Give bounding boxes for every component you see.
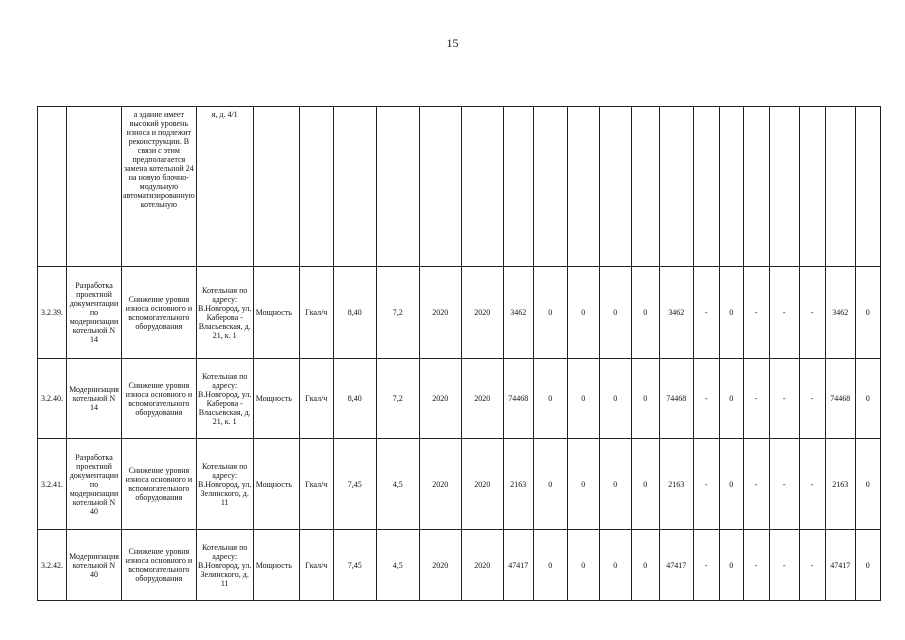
- start-year-cell: 2020: [419, 267, 461, 359]
- cost-col-1-cell: 0: [533, 359, 567, 439]
- indicator-cell: [253, 107, 299, 267]
- cost-col-11-cell: 74468: [825, 359, 855, 439]
- value-after-cell: 7,2: [376, 359, 419, 439]
- cost-col-10-cell: -: [799, 359, 825, 439]
- start-year-cell: [419, 107, 461, 267]
- cost-col-5-cell: 47417: [659, 530, 693, 601]
- table-row-continuation: [38, 107, 881, 267]
- cost-col-10-cell: -: [799, 439, 825, 530]
- cost-col-6-cell: [693, 107, 719, 267]
- project-name-cell: Разработка проектной документации по модернизации котельной N 40: [67, 439, 122, 530]
- cost-col-5-cell: 74468: [659, 359, 693, 439]
- cost-col-1-cell: [533, 107, 567, 267]
- cost-col-5-cell: 2163: [659, 439, 693, 530]
- cost-col-9-cell: -: [769, 439, 799, 530]
- indicator-cell: Мощность: [253, 267, 299, 359]
- cost-col-2-cell: 0: [567, 267, 599, 359]
- start-year-cell: 2020: [419, 359, 461, 439]
- cost-col-11-cell: [825, 107, 855, 267]
- cost-col-12-cell: 0: [855, 439, 880, 530]
- cost-col-7-cell: 0: [719, 267, 743, 359]
- start-year-cell: 2020: [419, 439, 461, 530]
- cost-col-12-cell: 0: [855, 530, 880, 601]
- cost-col-2-cell: [567, 107, 599, 267]
- project-goal-cell: Снижение уровня износа основного и вспомогательного оборудования: [122, 439, 197, 530]
- project-name-cell: Разработка проектной документации по модернизации котельной N 14: [67, 267, 122, 359]
- cost-col-8-cell: -: [743, 267, 769, 359]
- value-before-cell: 8,40: [333, 359, 376, 439]
- end-year-cell: 2020: [461, 267, 503, 359]
- item-number-cell: 3.2.42.: [38, 530, 67, 601]
- end-year-cell: 2020: [461, 359, 503, 439]
- cost-col-7-cell: 0: [719, 530, 743, 601]
- investment-program-table: [37, 106, 881, 601]
- location-cell: Котельная по адресу: В.Новгород, ул. Каберова - Власьевская, д. 21, к. 1: [196, 267, 253, 359]
- project-goal-cell: Снижение уровня износа основного и вспомогательного оборудования: [122, 359, 197, 439]
- project-name-cell: Модернизация котельной N 40: [67, 530, 122, 601]
- cost-col-5-cell: 3462: [659, 267, 693, 359]
- location-cell: я, д. 4/1: [196, 107, 253, 267]
- cost-col-4-cell: 0: [631, 359, 659, 439]
- cost-col-4-cell: 0: [631, 530, 659, 601]
- project-name-cell: [67, 107, 122, 267]
- cost-col-6-cell: -: [693, 530, 719, 601]
- value-after-cell: 4,5: [376, 530, 419, 601]
- page-number: 15: [446, 36, 459, 50]
- cost-col-9-cell: [769, 107, 799, 267]
- total-cost-cell: 3462: [503, 267, 533, 359]
- item-number-cell: 3.2.41.: [38, 439, 67, 530]
- cost-col-7-cell: 0: [719, 359, 743, 439]
- cost-col-9-cell: -: [769, 267, 799, 359]
- cost-col-7-cell: [719, 107, 743, 267]
- cost-col-11-cell: 2163: [825, 439, 855, 530]
- cost-col-12-cell: 0: [855, 267, 880, 359]
- start-year-cell: 2020: [419, 530, 461, 601]
- indicator-cell: Мощность: [253, 359, 299, 439]
- cost-col-9-cell: -: [769, 359, 799, 439]
- project-goal-cell: Снижение уровня износа основного и вспомогательного оборудования: [122, 267, 197, 359]
- cost-col-12-cell: 0: [855, 359, 880, 439]
- value-after-cell: 4,5: [376, 439, 419, 530]
- table-row: [38, 439, 881, 530]
- value-before-cell: 8,40: [333, 267, 376, 359]
- cost-col-9-cell: -: [769, 530, 799, 601]
- cost-col-3-cell: 0: [599, 359, 631, 439]
- cost-col-6-cell: -: [693, 267, 719, 359]
- location-cell: Котельная по адресу: В.Новгород, ул. Зелинского, д. 11: [196, 530, 253, 601]
- table-row: [38, 267, 881, 359]
- unit-cell: Гкал/ч: [299, 359, 333, 439]
- item-number-cell: 3.2.39.: [38, 267, 67, 359]
- cost-col-3-cell: 0: [599, 530, 631, 601]
- cost-col-2-cell: 0: [567, 530, 599, 601]
- cost-col-3-cell: 0: [599, 439, 631, 530]
- cost-col-11-cell: 3462: [825, 267, 855, 359]
- cost-col-10-cell: [799, 107, 825, 267]
- unit-cell: [299, 107, 333, 267]
- unit-cell: Гкал/ч: [299, 530, 333, 601]
- cost-col-4-cell: [631, 107, 659, 267]
- total-cost-cell: 47417: [503, 530, 533, 601]
- cost-col-5-cell: [659, 107, 693, 267]
- cost-col-10-cell: -: [799, 267, 825, 359]
- cost-col-7-cell: 0: [719, 439, 743, 530]
- location-cell: Котельная по адресу: В.Новгород, ул. Зелинского, д. 11: [196, 439, 253, 530]
- cost-col-12-cell: [855, 107, 880, 267]
- project-goal-cell: Снижение уровня износа основного и вспомогательного оборудования: [122, 530, 197, 601]
- table-row: [38, 359, 881, 439]
- cost-col-6-cell: -: [693, 359, 719, 439]
- value-before-cell: [333, 107, 376, 267]
- value-after-cell: 7,2: [376, 267, 419, 359]
- cost-col-4-cell: 0: [631, 439, 659, 530]
- item-number-cell: 3.2.40.: [38, 359, 67, 439]
- cost-col-4-cell: 0: [631, 267, 659, 359]
- cost-col-3-cell: 0: [599, 267, 631, 359]
- value-after-cell: [376, 107, 419, 267]
- cost-col-8-cell: -: [743, 530, 769, 601]
- cost-col-6-cell: -: [693, 439, 719, 530]
- cost-col-8-cell: -: [743, 359, 769, 439]
- end-year-cell: 2020: [461, 530, 503, 601]
- end-year-cell: 2020: [461, 439, 503, 530]
- item-number-cell: [38, 107, 67, 267]
- indicator-cell: Мощность: [253, 439, 299, 530]
- cost-col-3-cell: [599, 107, 631, 267]
- end-year-cell: [461, 107, 503, 267]
- value-before-cell: 7,45: [333, 439, 376, 530]
- total-cost-cell: 74468: [503, 359, 533, 439]
- cost-col-2-cell: 0: [567, 359, 599, 439]
- project-goal-cell: а здание имеет высокий уровень износа и подлежит реконструкции. В связи с этим предполагается замена котельной 24 на новую блочно-модульную автоматизированную котельную: [122, 107, 197, 267]
- total-cost-cell: [503, 107, 533, 267]
- project-name-cell: Модернизация котельной N 14: [67, 359, 122, 439]
- cost-col-11-cell: 47417: [825, 530, 855, 601]
- total-cost-cell: 2163: [503, 439, 533, 530]
- cost-col-8-cell: [743, 107, 769, 267]
- cost-col-1-cell: 0: [533, 267, 567, 359]
- cost-col-10-cell: -: [799, 530, 825, 601]
- cost-col-2-cell: 0: [567, 439, 599, 530]
- indicator-cell: Мощность: [253, 530, 299, 601]
- cost-col-1-cell: 0: [533, 439, 567, 530]
- table-row: [38, 530, 881, 601]
- cost-col-1-cell: 0: [533, 530, 567, 601]
- unit-cell: Гкал/ч: [299, 439, 333, 530]
- location-cell: Котельная по адресу: В.Новгород, ул. Каберова - Власьевская, д. 21, к. 1: [196, 359, 253, 439]
- unit-cell: Гкал/ч: [299, 267, 333, 359]
- cost-col-8-cell: -: [743, 439, 769, 530]
- value-before-cell: 7,45: [333, 530, 376, 601]
